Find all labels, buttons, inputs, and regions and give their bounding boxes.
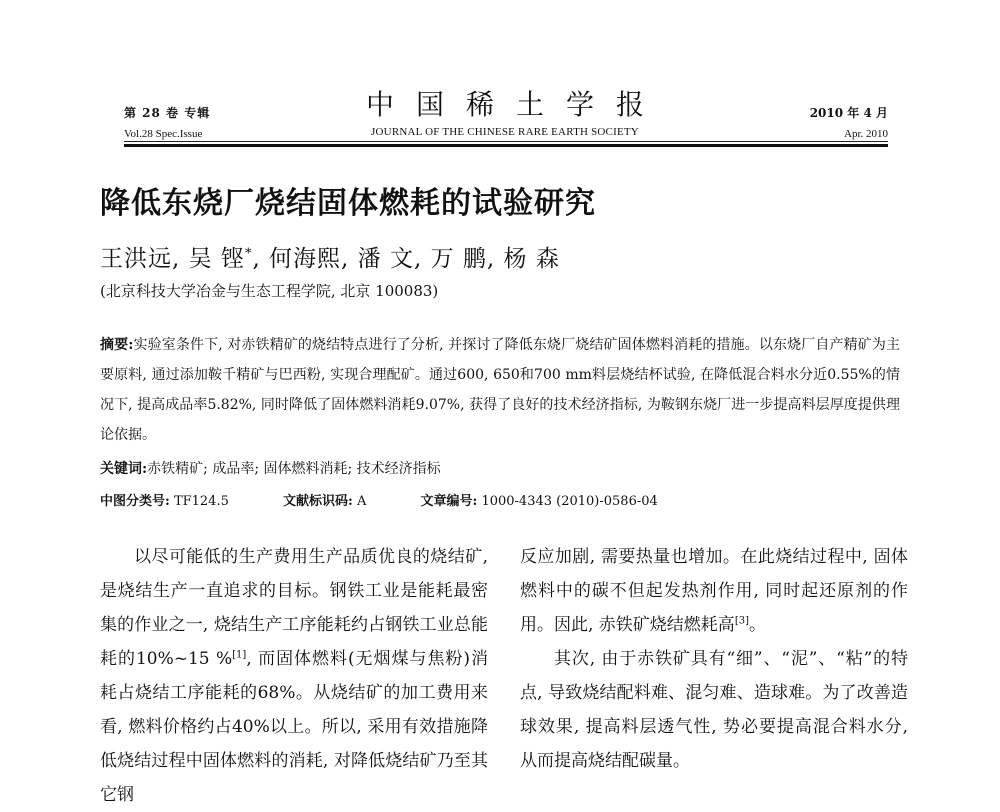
clc-value: TF124.5	[173, 494, 229, 509]
art-label: 文章编号:	[420, 494, 478, 509]
header-rule-thick	[124, 144, 888, 147]
volume-en: Vol.28 Spec.Issue	[124, 128, 203, 140]
article-title: 降低东烧厂烧结固体燃耗的试验研究	[100, 186, 596, 221]
doc-value: A	[356, 494, 367, 509]
body-column-right	[520, 540, 908, 778]
body-paragraph: 其次, 由于赤铁矿具有“细”、“泥”、“粘”的特点, 导致烧结配料难、混匀难、造球难。为了改善造球效果, 提高料层透气性, 势必要提高混合料水分, 从而提高烧结配碳量。	[520, 649, 908, 771]
doc-label: 文献标识码:	[283, 494, 353, 509]
journal-name	[340, 88, 670, 138]
corresponding-author-mark: *	[244, 246, 253, 262]
article-authors	[100, 240, 900, 273]
keywords-text: 赤铁精矿; 成品率; 固体燃料消耗; 技术经济指标	[147, 461, 441, 477]
journal-name-en: JOURNAL OF THE CHINESE RARE EARTH SOCIETY	[371, 126, 639, 138]
abstract-label: 摘要:	[100, 337, 134, 353]
body-text: 反应加剧, 需要热量也增加。在此烧结过程中, 固体燃料中的碳不但起发热剂作用, 同时起还原剂的作用。因此, 赤铁矿烧结燃耗高	[520, 547, 908, 635]
citation-ref: [3]	[734, 615, 749, 627]
authors-first: 王洪远, 吴 铿	[100, 246, 245, 272]
header-rule-thin	[124, 141, 888, 142]
journal-volume-info	[124, 104, 284, 140]
date-en: Apr. 2010	[844, 128, 888, 140]
body-paragraph	[100, 540, 488, 812]
article-number	[421, 490, 658, 509]
volume-cn: 第 28 卷 专辑	[124, 106, 211, 120]
classification-line	[100, 490, 900, 509]
doc-code	[283, 490, 366, 509]
body-column-left	[100, 540, 488, 812]
body-text: 。	[748, 615, 766, 635]
clc-number	[100, 490, 229, 509]
abstract	[100, 330, 900, 450]
journal-name-cn: 中国稀土学报	[365, 88, 666, 121]
clc-label: 中图分类号:	[100, 494, 170, 509]
keywords-label: 关键词:	[100, 461, 148, 477]
journal-date-info	[760, 104, 888, 140]
date-cn: 2010 年 4 月	[809, 106, 888, 120]
abstract-text: 实验室条件下, 对赤铁精矿的烧结特点进行了分析, 并探讨了降低东烧厂烧结矿固体燃料消耗的措施。以东烧厂自产精矿为主要原料, 通过添加鞍千精矿与巴西粉, 实现合理配矿。通过600, 650和700 mm料层烧结杯试验, 在降低混合料水分近0.55%的情况下, 提高成品率5.82%, 同时降低了固体燃料消耗9.07%, 获得了良好的技术经济指标, 为鞍钢东烧厂进一步提高料层厚度提供理论依据。	[100, 337, 900, 443]
keywords	[100, 458, 900, 478]
art-value: 1000-4343 (2010)-0586-04	[481, 494, 658, 509]
authors-rest: , 何海熙, 潘 文, 万 鹏, 杨 森	[252, 246, 560, 272]
body-paragraph	[520, 540, 908, 642]
citation-ref: [1]	[232, 649, 247, 661]
body-text: 以尽可能低的生产费用生产品质优良的烧结矿, 是烧结生产一直追求的目标。钢铁工业是能耗最密集的作业之一, 烧结生产工序能耗约占钢铁工业总能耗的10%~15 %	[100, 547, 488, 669]
author-affiliation: (北京科技大学冶金与生态工程学院, 北京 100083)	[100, 282, 439, 300]
body-text: , 而固体燃料(无烟煤与焦粉)消耗占烧结工序能耗的68%。从烧结矿的加工费用来看, 燃料价格约占40%以上。所以, 采用有效措施降低烧结过程中固体燃料的消耗, 对降低烧结矿乃至其它钢	[100, 649, 488, 805]
